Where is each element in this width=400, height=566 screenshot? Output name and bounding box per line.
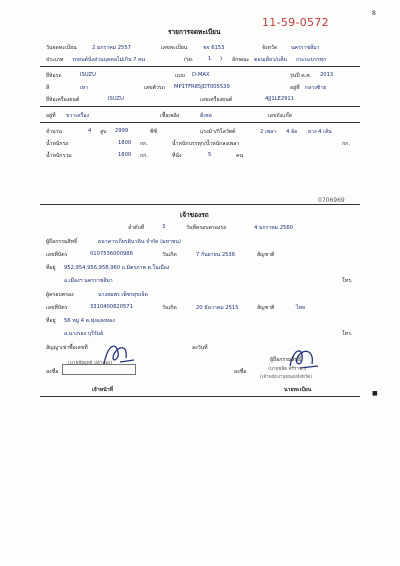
owner-name: ธนาคารเกียรตินาคิน จำกัด (มหาชน) [98,239,182,245]
possession-date: 4 มกราคม 2560 [254,225,293,231]
owner-address-label: ที่อยู่ [46,265,56,271]
cc-unit: ซีซี [150,129,158,135]
left-sign-caption: เจ้าหน้าที่ [92,387,114,393]
holder-address-line1: 56 หมู่ 4 ต.ทุ่งแสงทอง [64,318,115,324]
owner-id-label: เลขที่บัตร [46,252,68,258]
rs-label: (รย. [184,57,194,63]
holder-tel-label: โทร. [342,331,353,337]
model-label: แบบ [175,73,185,79]
cylinders: 4 [88,128,92,134]
section-divider [40,122,360,123]
tyres: ยาง 4 เส้น [308,129,332,135]
load-unit: กก. [342,141,350,147]
owner-dob-label: วันเกิด [162,252,177,258]
holder-address-line2: อ.นางรอง บุรีรัมย์ [64,331,104,337]
seats: 5 [208,152,212,158]
engine-number: 4JJ1LE2911 [265,96,295,102]
vehicle-type: รถยนต์นั่งส่วนบุคคลไม่เกิน 7 คน [72,57,146,63]
cylinder-unit: สูบ [100,129,107,135]
right-sign-label: ลงชื่อ [234,369,247,375]
left-sign-label: ลงชื่อ [46,369,59,375]
color: เทา [80,85,89,91]
holder-name: นางสมพร เพ็ชรสุขเจ็ด [98,292,148,298]
registration-date: 2 มกราคม 2557 [92,45,131,51]
seats-label: ที่นั่ง [172,153,182,159]
right-stamp-text: (เจ้าพนักงานขนส่งจังหวัด) [260,375,313,380]
gross-weight-unit: กก. [140,153,148,159]
chassis-number: MP1TFR85JDT005539 [174,84,230,90]
load-label: น้ำหนักบรรทุก/น้ำหนักลงเพลา [172,141,240,147]
holder-dob: 20 ธันวาคม 2515 [196,305,239,311]
possession-date-label: วันที่ครอบครองรถ [186,225,227,231]
holder-label: ผู้ครอบครอง [46,292,74,298]
owner-title: เจ้าของรถ [180,211,209,219]
holder-address-label: ที่อยู่ [46,318,56,324]
section-divider [40,106,360,107]
holder-nationality: ไทย [296,305,306,311]
engine-cc: 2999 [115,128,129,134]
rs-close: ) [220,56,223,62]
owner-id: 0107536000986 [90,251,133,257]
registration-date-label: วันจดทะเบียน [46,45,77,51]
cylinder-label: จำนวน [46,129,62,135]
right-sign-name: (นายชลิต ศรีราชา) [268,367,307,372]
seats-unit: คน [236,153,244,159]
type-label: ประเภท [46,57,64,63]
model: D-MAX [192,72,210,78]
engine-place: ขวาเครื่อง [66,113,90,119]
color-label: สี [46,85,50,91]
gross-weight-label: น้ำหนักรวม [46,153,72,159]
left-stamp [62,364,136,375]
chassis-location-label: อยู่ที่ [290,85,300,91]
owner-nationality-label: สัญชาติ [257,252,275,258]
right-sign-role: ผู้ถือกรรมสิทธิ์ [270,357,302,363]
plate-number: ชจ 6153 [203,45,225,51]
gas-tank-label: เลขถังแก๊ส [268,113,292,119]
section-divider [40,204,360,205]
serial-number: 0706969 [318,197,345,204]
weight: 1800 [118,140,132,146]
province-label: จังหวัด [262,45,278,51]
owner-dob: 7 กันยายน 2536 [196,252,236,258]
engine-number-label: เลขเครื่องยนต์ [200,97,233,103]
engine-brand: ISUZU [108,96,124,102]
holder-nationality-label: สัญชาติ [257,305,275,311]
chassis-label: เลขตัวรถ [144,85,165,91]
owner-label: ผู้ถือกรรมสิทธิ์ [46,239,78,245]
characteristic: กระบะบรรทุก [296,57,327,63]
model-year: 2013 [320,72,334,78]
province: นครราชสีมา [291,45,320,51]
brand: ISUZU [80,72,96,78]
plate-label: เลขทะเบียน [161,45,188,51]
characteristic-extra: ตอนเดียว/แค็บ [254,57,287,63]
contract-date-label: ลงวันที่ [192,345,208,351]
weight-label: น้ำหนักรถ [46,141,69,147]
seq-label: ลำดับที่ [128,225,145,231]
left-sign-name: (นายชัยยุทธ์ ปลาทอง) [68,361,113,366]
registration-title: รายการจดทะเบียน [168,28,221,36]
fuel-label: เชื้อเพลิง [160,113,180,119]
weight-unit: กก. [140,141,148,147]
fuel: ดีเซล [200,113,212,119]
chassis-location: กลางซ้าย [305,85,327,91]
bottom-divider [40,396,360,397]
model-year-label: รุ่นปี ค.ศ. [290,73,312,79]
engine-brand-label: ยี่ห้อเครื่องยนต์ [46,97,80,103]
contract-label: สัญญาเช่าซื้อเลขที่ [46,345,88,351]
axles: 2 เพลา [260,129,277,135]
seq: 3 [162,224,166,230]
holder-dob-label: วันเกิด [162,305,177,311]
page-number: 8 [372,10,376,17]
brand-label: ยี่ห้อรถ [46,73,62,79]
characteristic-label: ลักษณะ [232,57,250,63]
handwritten-reference: 11-59-0572 [262,16,329,29]
rs-value: 1 [208,56,212,62]
engine-place-label: อยู่ที่ [46,113,56,119]
gross-weight: 1800 [118,152,132,158]
bottom-mark: ■ [372,390,378,397]
holder-id-label: เลขที่บัตร [46,305,68,311]
power-label: แรงม้า/กิโลวัตต์ [200,129,236,135]
wheels: 4 ล้อ [286,129,298,135]
owner-address-line1: 952,954,956,958,960 ถ.มิตรภาพ ต.ในเมือง [64,265,170,271]
owner-address-line2: อ.เมืองฯ นครราชสีมา [64,278,113,284]
right-sign-caption: นายทะเบียน [284,387,312,393]
owner-tel-label: โทร. [342,278,353,284]
holder-id: 3310400820571 [90,304,133,310]
section-divider [40,66,360,67]
